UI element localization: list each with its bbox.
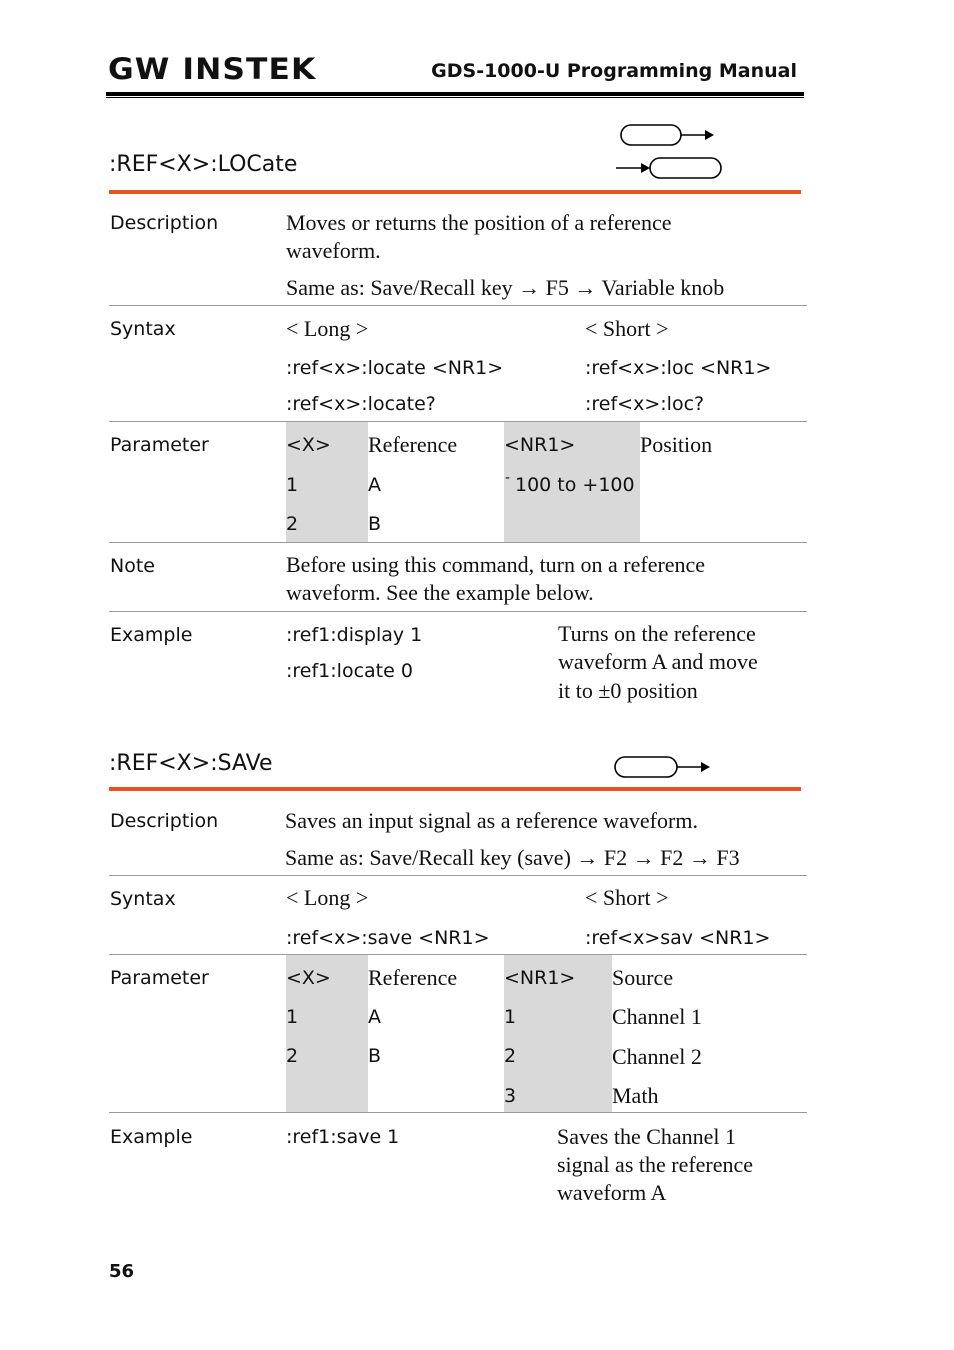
parameter-label: Parameter (110, 967, 209, 989)
param-x-value: 2 (286, 1045, 299, 1067)
row-divider (109, 611, 807, 612)
example-description: waveform A (557, 1180, 667, 1205)
param-nr1-value: 2 (504, 1045, 517, 1067)
param-source-value: Math (612, 1083, 659, 1108)
row-divider (109, 305, 807, 306)
range-dash: - (505, 470, 511, 486)
param-x-value: 1 (286, 1006, 299, 1028)
section-title-locate: :REF<X>:LOCate (109, 152, 298, 177)
param-nr1-value: 3 (504, 1085, 517, 1107)
param-source-value: Channel 2 (612, 1044, 702, 1069)
param-nr1-value: 1 (504, 1006, 517, 1028)
example-description: Saves the Channel 1 (557, 1124, 737, 1149)
param-ref-header: Reference (368, 965, 458, 990)
param-source-value: Channel 1 (612, 1004, 702, 1029)
short-header: < Short > (585, 316, 669, 341)
short-header: < Short > (585, 885, 669, 910)
note-label: Note (110, 555, 155, 577)
param-ref-value: B (368, 513, 382, 535)
syntax-short-query: :ref<x>:loc? (585, 393, 705, 415)
note-text: waveform. See the example below. (286, 580, 594, 605)
parameter-label: Parameter (110, 434, 209, 456)
syntax-label: Syntax (110, 888, 176, 910)
header-rule (106, 92, 804, 96)
row-divider (109, 542, 807, 543)
example-label: Example (110, 1126, 193, 1148)
param-range-value: 100 to +100 (515, 474, 635, 496)
row-divider (109, 1112, 807, 1113)
syntax-short-set: :ref<x>:loc <NR1> (585, 357, 772, 379)
long-header: < Long > (286, 885, 369, 910)
description-text: Saves an input signal as a reference waveform. (285, 808, 698, 833)
brand-logo: GW INSTEK (108, 52, 317, 86)
long-header: < Long > (286, 316, 369, 341)
param-source-header: Source (612, 965, 674, 990)
description-label: Description (110, 810, 219, 832)
syntax-short-set: :ref<x>sav <NR1> (585, 927, 771, 949)
example-description: signal as the reference (557, 1152, 754, 1177)
example-description: it to ±0 position (558, 678, 698, 703)
param-ref-value: A (368, 1006, 381, 1028)
section-title-save: :REF<X>:SAVe (109, 751, 273, 776)
same-as-text: Same as: Save/Recall key (save) → F2 → F2 → F3 (285, 845, 740, 870)
param-nr1-header: <NR1> (504, 434, 576, 456)
set-query-icon (614, 122, 724, 182)
description-label: Description (110, 212, 219, 234)
description-text: waveform. (286, 238, 381, 263)
syntax-long-query: :ref<x>:locate? (286, 393, 436, 415)
param-x-value: 1 (286, 474, 299, 496)
row-divider (109, 875, 807, 876)
param-ref-value: B (368, 1045, 382, 1067)
set-icon (612, 754, 716, 780)
syntax-long-set: :ref<x>:save <NR1> (286, 927, 490, 949)
param-nr1-header: <NR1> (504, 967, 576, 989)
row-divider (109, 954, 807, 955)
example-command: :ref1:save 1 (286, 1126, 400, 1148)
header-rule-thin (106, 97, 804, 98)
same-as-text: Same as: Save/Recall key → F5 → Variable knob (286, 275, 725, 300)
section-divider (109, 190, 801, 194)
param-ref-header: Reference (368, 432, 458, 457)
example-label: Example (110, 624, 193, 646)
example-description: waveform A and move (558, 649, 758, 674)
section-divider (109, 787, 801, 791)
param-position-header: Position (640, 432, 713, 457)
param-ref-value: A (368, 474, 381, 496)
example-command: :ref1:locate 0 (286, 660, 413, 682)
page-number: 56 (109, 1261, 135, 1282)
example-description: Turns on the reference (558, 621, 756, 646)
manual-title: GDS-1000-U Programming Manual (431, 60, 797, 82)
param-x-header: <X> (286, 434, 331, 456)
row-divider (109, 421, 807, 422)
param-x-value: 2 (286, 513, 299, 535)
description-text: Moves or returns the position of a reference (286, 210, 672, 235)
note-text: Before using this command, turn on a reference (286, 552, 706, 577)
syntax-label: Syntax (110, 318, 176, 340)
example-command: :ref1:display 1 (286, 624, 423, 646)
syntax-long-set: :ref<x>:locate <NR1> (286, 357, 504, 379)
param-x-header: <X> (286, 967, 331, 989)
